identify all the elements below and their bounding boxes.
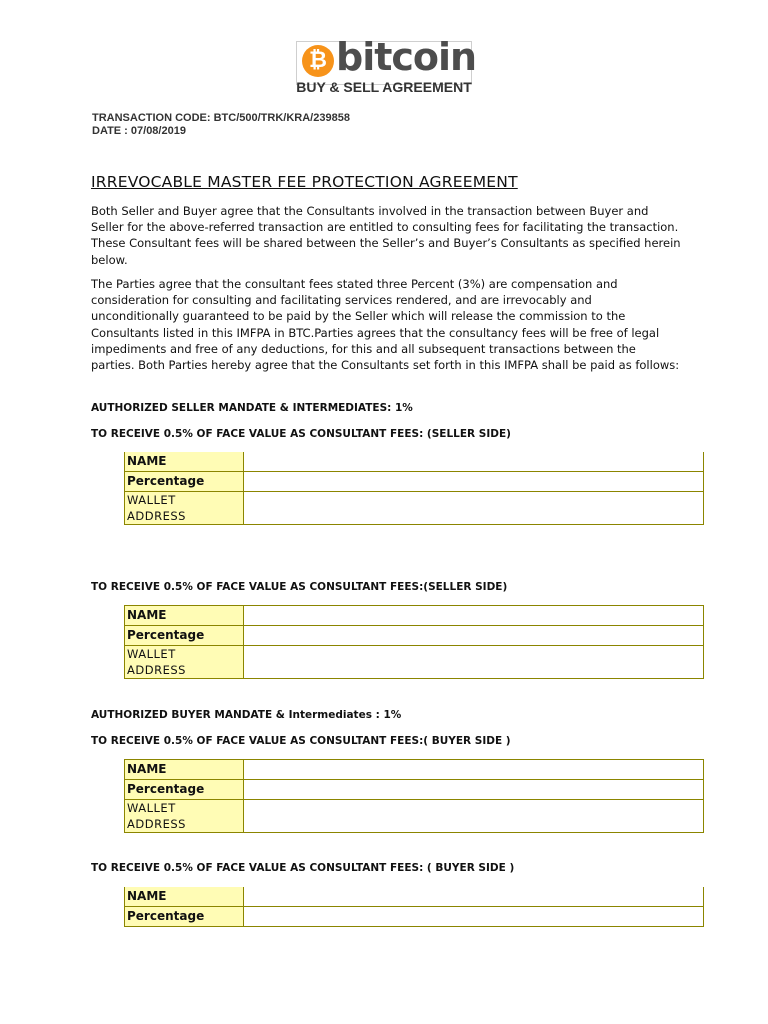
name-field[interactable] <box>244 452 704 472</box>
percentage-label: Percentage <box>125 780 244 800</box>
terms-paragraph: The Parties agree that the consultant fees stated three Percent (3%) are compensation and consideration for consulting and facilitating services rendered, and are irrevocably and unconditionally guaranteed to be paid by the Seller which will release the commission to the Consultants listed in this IMFPA in BTC.Parties agrees that the consultancy fees will be free of legal impediments and free of any deductions, for this and all subsequent transactions between the parties. Both Parties hereby agree that the Consultants set forth in this IMFPA shall be paid as follows: <box>91 277 680 373</box>
name-field[interactable] <box>244 760 704 780</box>
name-field[interactable] <box>244 887 704 907</box>
wallet-address-row <box>125 646 704 679</box>
wallet-address-field[interactable] <box>244 800 704 833</box>
consultant-fee-table <box>124 759 704 833</box>
name-row <box>125 760 704 780</box>
name-label: NAME <box>125 887 244 907</box>
wallet-address-field[interactable] <box>244 646 704 679</box>
percentage-row <box>125 626 704 646</box>
name-row <box>125 606 704 626</box>
intro-paragraph: Both Seller and Buyer agree that the Consultants involved in the transaction between Buyer and Seller for the above-referred transaction are entitled to consulting fees for facilitating the transaction. These Consultant fees will be shared between the Seller’s and Buyer’s Consultants as specified herein below. <box>91 204 681 267</box>
buyer-mandate-heading: AUTHORIZED BUYER MANDATE & Intermediates : 1% <box>91 709 402 721</box>
name-label: NAME <box>125 760 244 780</box>
wallet-label: WALLET <box>127 647 176 661</box>
percentage-field[interactable] <box>244 907 704 927</box>
percentage-field[interactable] <box>244 626 704 646</box>
wallet-label: WALLET <box>127 493 176 507</box>
percentage-field[interactable] <box>244 472 704 492</box>
seller-mandate-heading: AUTHORIZED SELLER MANDATE & INTERMEDIATES: 1% <box>91 402 413 414</box>
percentage-label: Percentage <box>125 626 244 646</box>
transaction-meta <box>92 112 350 138</box>
percentage-label: Percentage <box>125 907 244 927</box>
name-label: NAME <box>125 606 244 626</box>
wallet-address-field[interactable] <box>244 492 704 525</box>
name-row <box>125 887 704 907</box>
wallet-address-row <box>125 800 704 833</box>
name-field[interactable] <box>244 606 704 626</box>
wallet-address-row <box>125 492 704 525</box>
wallet-address-label <box>125 492 244 525</box>
percentage-field[interactable] <box>244 780 704 800</box>
address-label: ADDRESS <box>127 509 186 523</box>
address-label: ADDRESS <box>127 663 186 677</box>
name-row <box>125 452 704 472</box>
address-label: ADDRESS <box>127 817 186 831</box>
name-label: NAME <box>125 452 244 472</box>
wallet-label: WALLET <box>127 801 176 815</box>
percentage-row <box>125 472 704 492</box>
agreement-subtitle: BUY & SELL AGREEMENT <box>296 79 472 95</box>
page-title: IRREVOCABLE MASTER FEE PROTECTION AGREEMENT <box>91 173 518 191</box>
consultant-fee-table <box>124 605 704 679</box>
fee-section-heading: TO RECEIVE 0.5% OF FACE VALUE AS CONSULTANT FEES: (SELLER SIDE) <box>91 428 511 440</box>
percentage-row <box>125 907 704 927</box>
wallet-address-label <box>125 800 244 833</box>
wallet-address-label <box>125 646 244 679</box>
logo-wordmark: bitcoin <box>336 35 477 79</box>
transaction-code: TRANSACTION CODE: BTC/500/TRK/KRA/239858 <box>92 112 350 124</box>
percentage-label: Percentage <box>125 472 244 492</box>
consultant-fee-table <box>124 887 704 927</box>
fee-section-heading: TO RECEIVE 0.5% OF FACE VALUE AS CONSULTANT FEES:(SELLER SIDE) <box>91 581 508 593</box>
percentage-row <box>125 780 704 800</box>
bitcoin-coin-icon: ₿ <box>302 45 334 77</box>
fee-section-heading: TO RECEIVE 0.5% OF FACE VALUE AS CONSULTANT FEES: ( BUYER SIDE ) <box>91 862 515 874</box>
fee-section-heading: TO RECEIVE 0.5% OF FACE VALUE AS CONSULTANT FEES:( BUYER SIDE ) <box>91 735 511 747</box>
agreement-date: DATE : 07/08/2019 <box>92 125 186 137</box>
consultant-fee-table <box>124 452 704 525</box>
